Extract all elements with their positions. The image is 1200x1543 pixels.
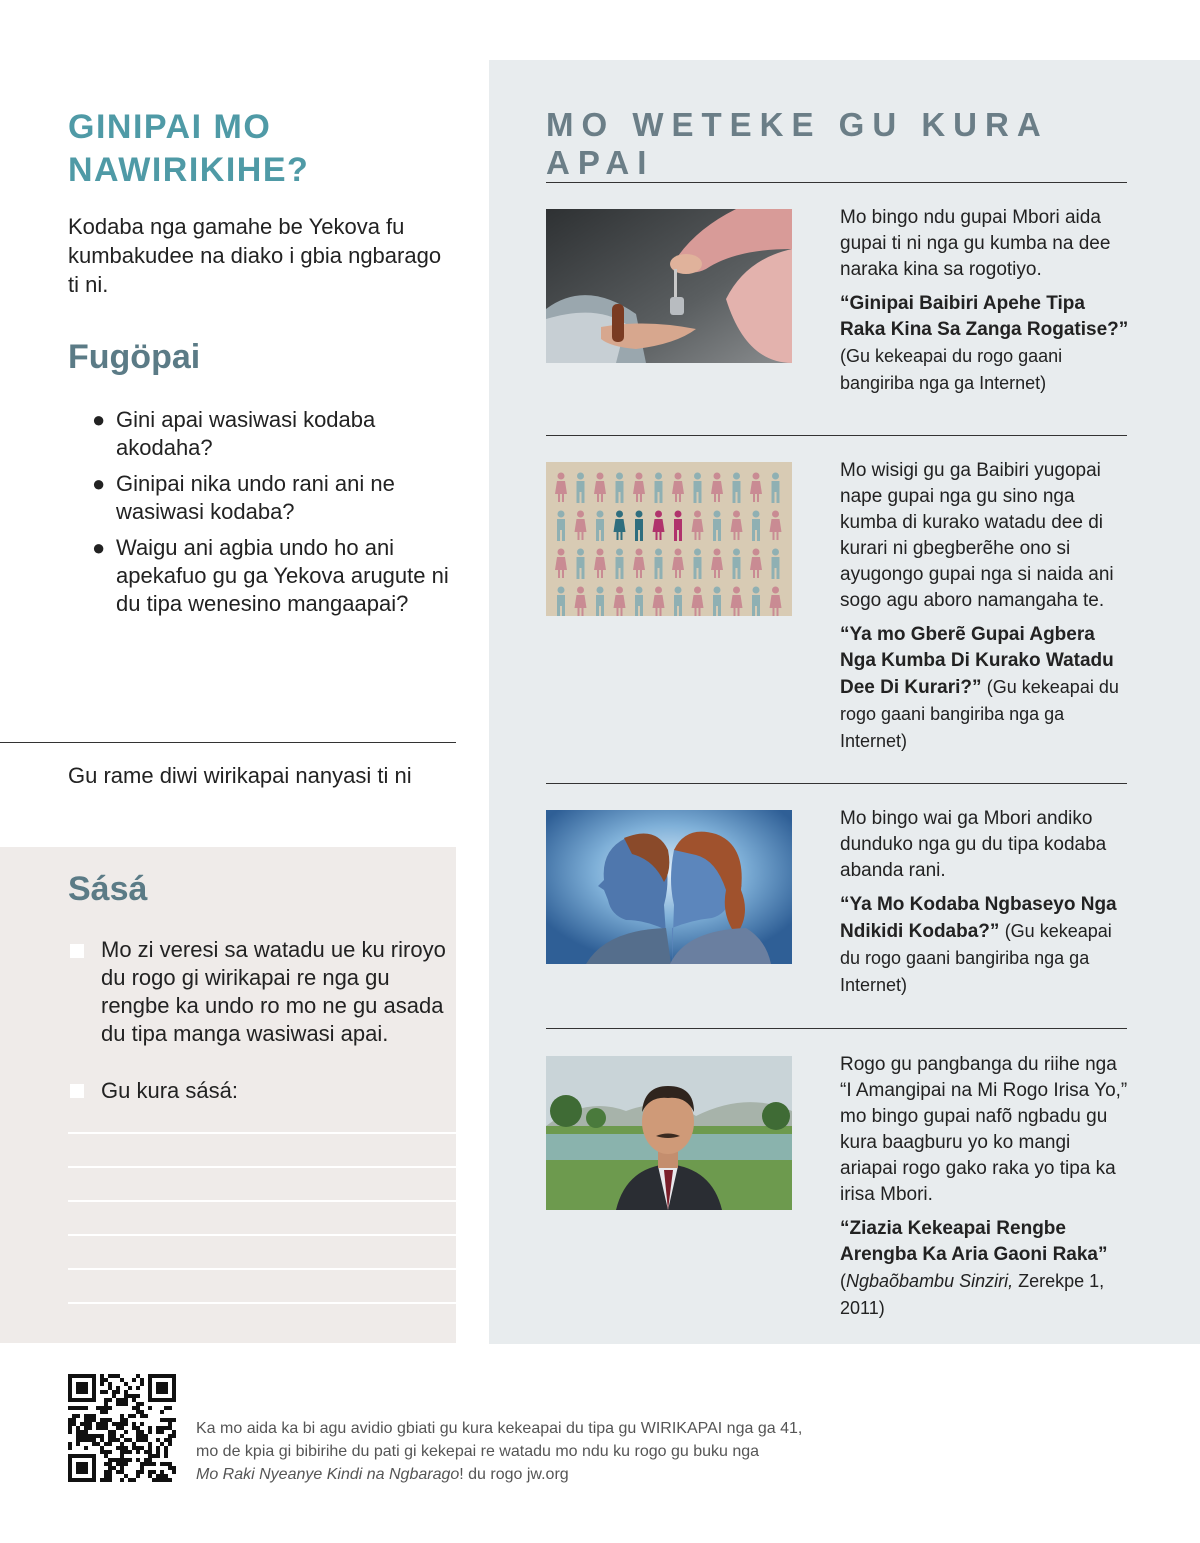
divider [0, 742, 456, 743]
section-title: MO WETEKE GU KURA APAI [546, 106, 1048, 181]
resource-entry: Rogo gu pangbanga du riihe nga “I Amangipai na Mi Rogo Irisa Yo,” mo bingo gupai nafõ ngbadu gu kura baagburu yo ko mangi ariapai rogo gako raka yo tipa ka irisa Mbori. “Ziazia Kekeapai Rengbe Arengba Ka Aria Gaoni Raka” (Ngbaõbambu Sinziri, Zerekpe 1, 2011) [840, 1054, 1128, 1318]
resource-entry: Mo bingo ndu gupai Mbori aida gupai ti ni nga gu kumba na dee naraka kina sa rogotiyo. “Ginipai Baibiri Apehe Tipa Raka Kina Sa Zanga Rogatise?” (Gu kekeapai du rogo gaani bangiriba nga ga Internet) [840, 207, 1129, 393]
hands-passing-keys-photo [546, 209, 792, 363]
divider [546, 435, 1127, 436]
sasa-heading: Sásá [68, 870, 148, 908]
writing-line[interactable] [68, 1302, 456, 1304]
list-item: ● Waigu ani agbia undo ho ani apekafuo gu ga Yekova arugute ni du tipa wenesino mangaapai? [92, 535, 449, 616]
resource-title[interactable]: “Ziazia Kekeapai Rengbe Arengba Ka Aria Gaoni Raka” [840, 1218, 1108, 1265]
book-title[interactable]: Mo Raki Nyeanye Kindi na Ngbarago [196, 1466, 460, 1483]
checkbox[interactable] [70, 1084, 84, 1098]
checkbox[interactable] [70, 944, 84, 958]
sasa-item: Mo zi veresi sa watadu ue ku riroyo du rogo gi wirikapai re nga gu rengbe ka undo ro mo ne gu asada du tipa manga wasiwasi apai. [101, 937, 446, 1046]
questions-list [92, 406, 462, 626]
list-item: ● Gini apai wasiwasi kodaba akodaha? [92, 407, 376, 460]
divider [546, 1028, 1127, 1029]
notes-prompt: Gu rame diwi wirikapai nanyasi ti ni [68, 763, 412, 788]
bullet-icon: ● [92, 407, 106, 432]
man-woman-silhouette-illustration [546, 810, 792, 964]
divider [546, 783, 1127, 784]
sasa-item: Gu kura sásá: [101, 1078, 238, 1103]
footer-note: Ka mo aida ka bi agu avidio gbiati gu kura kekeapai du tipa gu WIRIKAPAI nga ga 41, mo de kpia gi bibirihe du pati gi kekepai re watadu mo ndu ku rogo gu buku nga Mo Raki Nyeanye Kindi na Ngbarago! du rogo jw.org [196, 1420, 803, 1483]
resource-entry: Mo bingo wai ga Mbori andiko dunduko nga gu du tipa kodaba abanda rani. “Ya Mo Kodaba Ngbaseyo Nga Ndikidi Kodaba?” (Gu kekeapai du rogo gaani bangiriba nga ga Internet) [840, 808, 1117, 995]
intro-text: Kodaba nga gamahe be Yekova fu kumbakudee na diako i gbia ngbarago ti ni. [68, 214, 442, 297]
man-portrait-photo [546, 1056, 792, 1210]
writing-line[interactable] [68, 1166, 456, 1168]
page-title: GINIPAI MO NAWIRIKIHE? [68, 108, 310, 189]
bullet-icon: ● [92, 471, 106, 496]
questions-heading: Fugöpai [68, 338, 201, 376]
writing-line[interactable] [68, 1234, 456, 1236]
bullet-icon: ● [92, 535, 106, 560]
writing-line[interactable] [68, 1268, 456, 1270]
writing-line[interactable] [68, 1132, 456, 1134]
writing-line[interactable] [68, 1200, 456, 1202]
divider [546, 182, 1127, 183]
resource-entry: Mo wisigi gu ga Baibiri yugopai nape gupai nga gu sino nga kumba di kurako watadu dee di kurari ni gbegberẽhe ono si ayugongo gupai nga si naida ani sogo agu aboro namangaha te. “Ya mo Gberẽ Gupai Agbera Nga Kumba Di Kurako Watadu Dee Di Kurari?” (Gu kekeapai du rogo gaani bangiriba nga ga Internet) [840, 460, 1119, 751]
qr-code-icon[interactable] [68, 1374, 176, 1482]
resource-title[interactable]: “Ya mo Gberẽ Gupai Agbera Nga Kumba Di Kurako Watadu Dee Di Kurari?” [840, 624, 1114, 698]
list-item: ● Ginipai nika undo rani ani ne wasiwasi kodaba? [92, 471, 395, 524]
gender-figures-illustration [546, 462, 792, 616]
resource-title[interactable]: “Ginipai Baibiri Apehe Tipa Raka Kina Sa Zanga Rogatise?” [840, 293, 1129, 340]
resource-title[interactable]: “Ya Mo Kodaba Ngbaseyo Nga Ndikidi Kodaba?” [840, 894, 1117, 942]
